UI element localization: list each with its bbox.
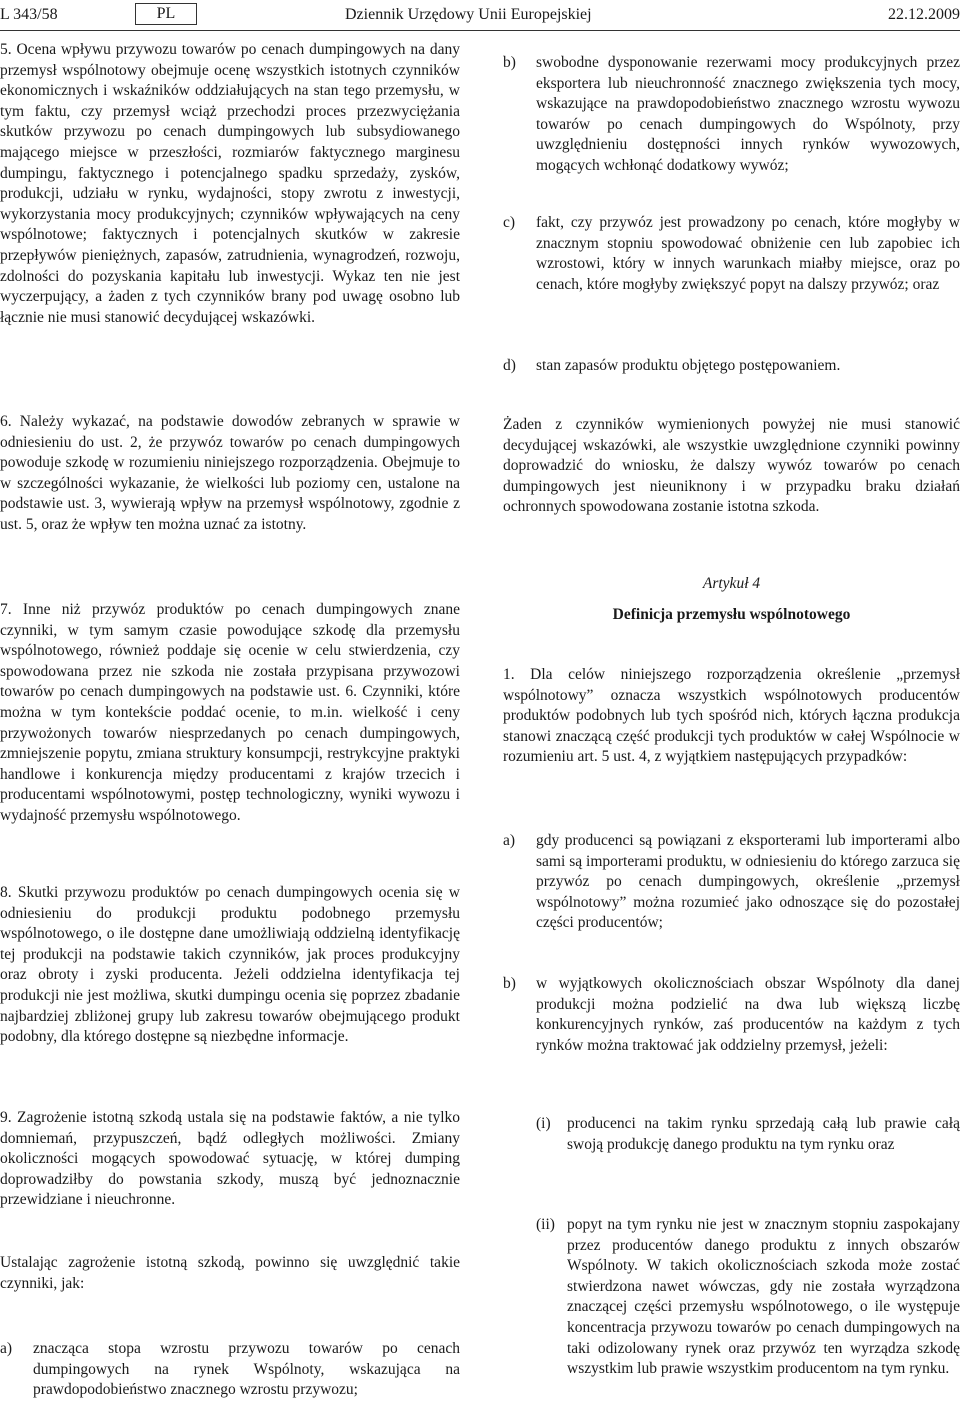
journal-title: Dziennik Urzędowy Unii Europejskiej [345, 6, 592, 23]
paragraph-8: 8. Skutki przywozu produktów po cenach dumpingowych ocenia się w odniesieniu do produkcji produktu podobnego przemysłu wspólnotowego, o ile dostępne dane umożliwiają oddzielną identyfikację tej produkcji na podstawie takich czynników, jak proces produkcyjny oraz obroty i zyski producenta. Jeżeli oddzielna identyfikacja tej produkcji nie jest możliwa, skutki dumpingu ocenia się poprzez zbadanie najbardziej zbliżonej grupy lub zakresu towarów obejmującego produkt podobny, dla którego dostępne są niezbędne informacje. [0, 884, 460, 1046]
publication-date: 22.12.2009 [888, 6, 960, 23]
header-rule [0, 30, 960, 31]
page-header [0, 0, 960, 30]
list-item-b [503, 53, 960, 178]
list-text: fakt, czy przywóz jest prowadzony po cenach, które mogłyby w znacznym stopniu spowodować obniżenie cen lub zapobiec ich wzrostowi, który w innych warunkach miałby miejsce, oraz po cenach, które mogłyby zwiększyć popyt na dalszy przywóz; oraz [536, 214, 960, 293]
summary-paragraph: Żaden z czynników wymienionych powyżej nie musi stanowić decydującej wskazówki, ale wszystkie uwzględnione czynniki powinny doprowadzić do wniosku, że dalszy wywóz towarów po cenach dumpingowych jest nieuniknony i w przypadku braku działań ochronnych spowodowana zostanie istotna szkoda. [503, 416, 960, 516]
list-marker: b) [503, 54, 516, 71]
sub-item-ii [536, 1215, 960, 1400]
article-label: Artykuł 4 [702, 575, 761, 592]
paragraph-9-intro: Ustalając zagrożenie istotną szkodą, powinno się uwzględnić takie czynniki, jak: [0, 1254, 460, 1292]
language-badge: PL [135, 3, 197, 25]
list-text: popyt na tym rynku nie jest w znacznym stopniu zaspokajany przez producentów danego produktu z innych obszarów Wspólnoty. W takich okolicznościach szkoda może zostać stwierdzona nawet wówczas, gdy nie została wyrządzona znaczącej części przemysłu wspólnotowego, o ile występuje koncentracja przywozu towarów po cenach dumpingowych na taki odizolowany rynek oraz przywóz ten wyrządza szkodę wszystkim lub prawie wszystkim producentom na tym rynku. [567, 1216, 960, 1378]
list-text: w wyjątkowych okolicznościach obszar Wspólnoty dla danej produkcji można podzielić na dwa lub większą liczbę konkurencyjnych rynków, zaś producentów na każdym z tych rynków można traktować jak oddzielny przemysł, jeżeli: [536, 975, 960, 1054]
list-text: producenci na takim rynku sprzedają całą lub prawie całą swoją produkcję danego produktu na tym rynku oraz [567, 1115, 960, 1153]
list-item-a [503, 831, 960, 941]
list-item-b [503, 974, 960, 1079]
paragraph-7: 7. Inne niż przywóz produktów po cenach dumpingowych znane czynniki, w tym samym czasie powodujące szkodę dla przemysłu wspólnotowego, również poddaje się ocenie w celu stwierdzenia, czy spowodowana przez nie szkoda nie została przypisana przywozowi towarów po cenach dumpingowych na podstawie ust. 6. Czynniki, które można w tym kontekście poddać ocenie, to m.in. wielkość i ceny przywożonych towarów niesprzedanych po cenach dumpingowych, zmniejszenie popytu, zmiana struktury konsumpcji, restrykcyjne praktyki handlowe i konkurencja między producentami z krajów trzecich i producentami wspólnotowymi, postęp technologiczny, wyniki wywozu i wydajność przemysłu wspólnotowego. [0, 601, 460, 824]
page-number: L 343/58 [0, 6, 58, 23]
list-marker: c) [503, 214, 516, 231]
list-marker: (i) [536, 1115, 551, 1132]
list-marker: d) [503, 357, 516, 374]
paragraph-5: 5. Ocena wpływu przywozu towarów po cenach dumpingowych na dany przemysł wspólnotowy obejmuje ocenę wszystkich istotnych czynników ekonomicznych i wskaźników oddziałujących na stan tego przemysłu, w tym faktu, czy przemysł wciąż przechodzi proces przezwyciężania skutków przywozu po cenach dumpingowych lub subsydiowanego mającego miejsce w przeszłości, rozmiarów faktycznego marginesu dumpingu, faktycznego i potencjalnego spadku sprzedaży, zysków, produkcji, udziału w rynku, wydajności, stopy zwrotu z inwestycji, wykorzystania mocy produkcyjnych; czynników wpływających na ceny wspólnotowe; faktycznych i potencjalnych skutków w zakresie przepływów pieniężnych, zapasów, zatrudnienia, wynagrodzeń, rozwoju, zdolności do pozyskania kapitału lub inwestycji. Wykaz ten nie jest wyczerpujący, a żaden z tych czynników brany pod uwagę osobno lub łącznie nie musi stanowić decydującej wskazówki. [0, 41, 460, 326]
list-text: znacząca stopa wzrostu przywozu towarów po cenach dumpingowych na rynek Wspólnoty, wskazująca na prawdopodobieństwo znacznego wzrostu przywozu; [33, 1340, 460, 1399]
article-title: Definicja przemysłu wspólnotowego [612, 606, 851, 623]
paragraph-9: 9. Zagrożenie istotną szkodą ustala się na podstawie faktów, a nie tylko domniemań, przypuszczeń, bądź odległych możliwości. Zmiany okoliczności mogących spowodować sytuację, w której dumping doprowadziłby do powstania szkody, muszą być jednoznacznie przewidziane i nieuchronne. [0, 1109, 460, 1209]
list-item-c [503, 213, 960, 318]
sub-item-i [536, 1114, 960, 1179]
article-4-paragraph-1: 1. Dla celów niniejszego rozporządzenia określenie „przemysł wspólnotowy” oznacza wszystkich wspólnotowych producentów produktów podobnych lub tych spośród nich, których łączna produkcja stanowi znaczącą część produkcji tych produktów w całej Wspólnocie w rozumieniu art. 5 ust. 4, z wyjątkiem następujących przypadków: [503, 666, 960, 766]
list-item-d [503, 356, 960, 380]
paragraph-6: 6. Należy wykazać, na podstawie dowodów zebranych w sprawie w odniesieniu do ust. 2, że przywóz towarów po cenach dumpingowych powoduje szkodę w rozumieniu niniejszego rozporządzenia. Obejmuje to w szczególności wykazanie, że wielkości lub poziomy cen, ustalone na podstawie ust. 3, wywierają wpływ na przemysł wspólnotowy, zgodnie z ust. 5, oraz że wpływ ten można uznać za istotny. [0, 413, 460, 533]
list-text: gdy producenci są powiązani z eksporterami lub importerami albo sami są importerami produktu, w odniesieniu do którego zarzuca się przywóz po cenach dumpingowych, określenie „przemysł wspólnotowy” można rozumieć jako odnoszące się do pozostałej części producentów; [536, 832, 960, 932]
list-text: stan zapasów produktu objętego postępowaniem. [536, 357, 841, 374]
list-marker: (ii) [536, 1216, 555, 1233]
list-marker: a) [0, 1340, 13, 1357]
list-marker: a) [503, 832, 516, 849]
list-item-a [0, 1339, 460, 1401]
list-text: swobodne dysponowanie rezerwami mocy produkcyjnych przez eksportera lub nieuchronność znacznego zwiększenia tych mocy, wskazujące na prawdopodobieństwo znacznego wzrostu wywozu towarów po cenach dumpingowych do Wspólnoty, przy uwzględnieniu dostępności innych rynków wywozowych, mogących wchłonąć dodatkowy wywóz; [536, 54, 960, 174]
list-marker: b) [503, 975, 516, 992]
